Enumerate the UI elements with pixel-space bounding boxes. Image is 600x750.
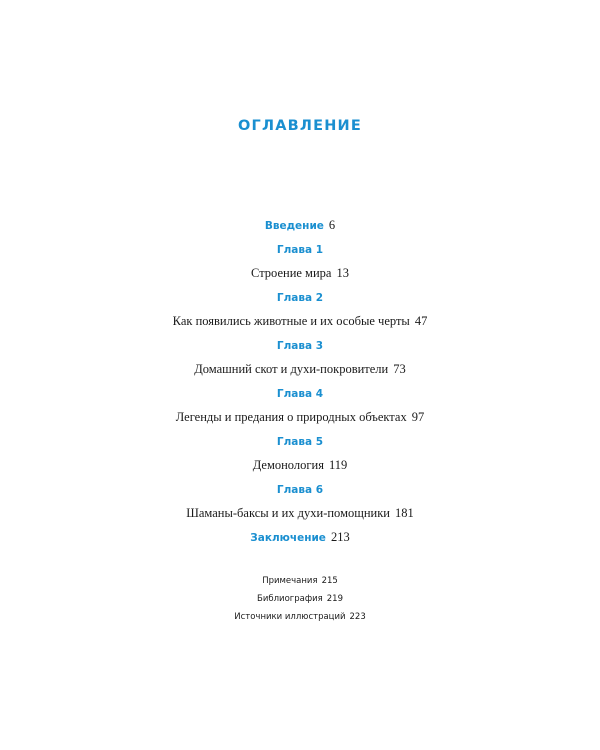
chapter-6-label: Глава 6 — [276, 484, 324, 496]
chapter-4-page: 97 — [411, 410, 425, 424]
chapter-6-title: Шаманы-баксы и их духи-помощники — [186, 506, 390, 520]
introduction-page: 6 — [328, 218, 336, 232]
chapter-1-label: Глава 1 — [276, 244, 324, 256]
chapter-6-label-line — [0, 477, 600, 501]
chapter-2-label: Глава 2 — [276, 292, 324, 304]
chapter-1-title: Строение мира — [251, 266, 332, 280]
toc-entry-chapter-5[interactable] — [0, 453, 600, 477]
toc-entry-bibliography[interactable] — [0, 590, 600, 608]
chapter-4-label: Глава 4 — [276, 388, 324, 400]
chapter-4-label-line — [0, 381, 600, 405]
toc-entry-chapter-4[interactable] — [0, 405, 600, 429]
illustration-sources-title: Источники иллюстраций — [234, 612, 346, 622]
toc-entry-chapter-2[interactable] — [0, 309, 600, 333]
chapter-6-page: 181 — [395, 506, 414, 520]
toc-entry-illustration-sources[interactable] — [0, 608, 600, 626]
chapter-1-label-line — [0, 237, 600, 261]
chapter-5-label-line — [0, 429, 600, 453]
notes-page: 215 — [321, 576, 338, 586]
conclusion-label: Заключение — [250, 532, 326, 544]
chapter-1-page: 13 — [336, 266, 349, 280]
toc-entry-conclusion[interactable] — [0, 525, 600, 549]
toc-heading: ОГЛАВЛЕНИЕ — [237, 118, 362, 134]
chapter-3-label: Глава 3 — [276, 340, 324, 352]
chapter-5-label: Глава 5 — [276, 436, 324, 448]
bibliography-page: 219 — [326, 594, 343, 604]
back-matter — [0, 572, 600, 626]
chapter-3-label-line — [0, 333, 600, 357]
chapter-4-title: Легенды и предания о природных объектах — [175, 410, 407, 424]
chapter-3-title: Домашний скот и духи-покровители — [194, 362, 389, 376]
toc-entry-chapter-3[interactable] — [0, 357, 600, 381]
chapter-2-label-line — [0, 285, 600, 309]
introduction-label: Введение — [264, 220, 324, 232]
toc-entry-notes[interactable] — [0, 572, 600, 590]
chapter-3-page: 73 — [393, 362, 406, 376]
toc-entry-introduction[interactable] — [0, 213, 600, 237]
toc-entry-chapter-1[interactable] — [0, 261, 600, 285]
bibliography-title: Библиография — [257, 594, 323, 604]
chapter-2-title: Как появились животные и их особые черты — [172, 314, 410, 328]
chapter-2-page: 47 — [414, 314, 428, 328]
chapter-5-page: 119 — [328, 458, 348, 472]
notes-title: Примечания — [262, 576, 318, 586]
illustration-sources-page: 223 — [349, 612, 366, 622]
toc-entry-chapter-6[interactable] — [0, 501, 600, 525]
chapter-5-title: Демонология — [252, 458, 324, 472]
toc-entries — [0, 213, 600, 549]
conclusion-page: 213 — [330, 530, 350, 544]
